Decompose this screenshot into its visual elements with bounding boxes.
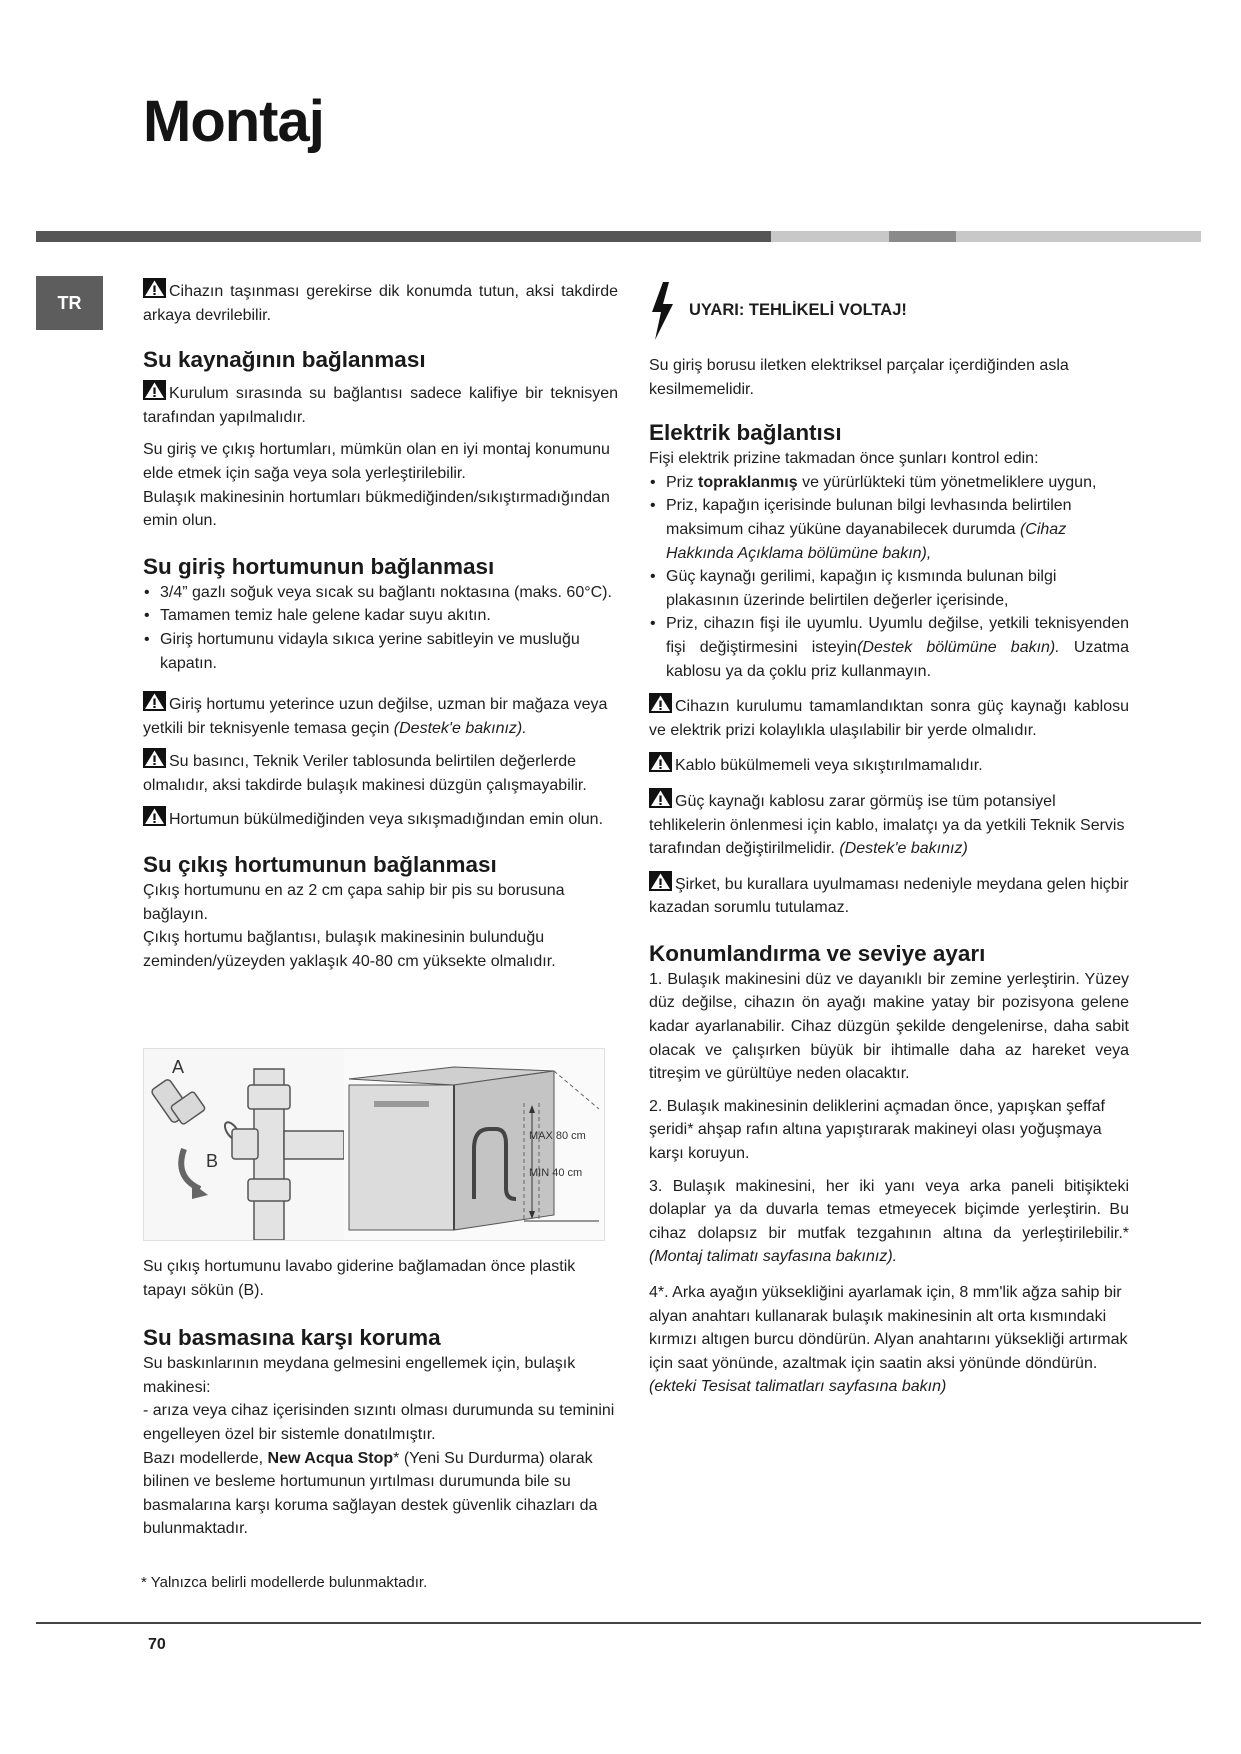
electrical-warning-1: Cihazın kurulumu tamamlandıktan sonra güç kaynağı kablosu ve elektrik prizi kolaylıkla ulaşılabilir bir yerde olmalıdır. [649, 693, 1129, 742]
warning-icon [649, 693, 672, 713]
warning-icon [649, 788, 672, 808]
label-b: B [206, 1151, 219, 1171]
inlet-hose-heading: Su giriş hortumunun bağlanması [143, 553, 495, 579]
lightning-bolt-icon [649, 282, 675, 340]
warning-icon [649, 871, 672, 891]
electrical-heading: Elektrik bağlantısı [649, 420, 842, 446]
electrical-warning-2: Kablo bükülmemeli veya sıkıştırılmamalıdır. [649, 752, 1129, 778]
outlet-hose-figure [143, 1048, 605, 1241]
max-height-label: MAX 80 cm [529, 1130, 586, 1142]
min-height-label: MIN 40 cm [529, 1167, 583, 1179]
header-bar-light-2 [956, 231, 1201, 242]
positioning-heading: Konumlandırma ve seviye ayarı [649, 940, 986, 966]
list-item: • 3/4” gazlı soğuk veya sıcak su bağlantı noktasına (maks. 60°C). [143, 581, 618, 605]
flood-protection-text-1: Su baskınlarının meydana gelmesini engellemek için, bulaşık makinesi: [143, 1355, 576, 1396]
electrical-intro: Fişi elektrik prizine takmadan önce şunları kontrol edin: [649, 450, 1039, 468]
outlet-hose-text-3: Su çıkış hortumunu lavabo giderine bağlamadan önce plastik tapayı sökün (B). [143, 1258, 576, 1299]
header-bar-dark [36, 231, 771, 242]
header-bar-light [771, 231, 889, 242]
outlet-hose-illustration [144, 1049, 604, 1240]
warning-icon [143, 380, 166, 400]
label-a: A [172, 1057, 185, 1077]
inlet-hose-list [143, 581, 618, 675]
left-column-lower [143, 1255, 618, 1541]
positioning-step-1: 1. Bulaşık makinesini düz ve dayanıklı bir zemine yerleştirin. Yüzey düz değilse, cihazın ön ayağı makine yatay bir pozisyona gelene kadar ayarlanabilir. Cihaz düzgün şekilde dengelenirse, daha sabit olacak ve çalışırken büyük bir ihtimalle daha az hareket veya titreşim ve gürültüye neden olacaktır. [649, 970, 1129, 1083]
voltage-warning-title: UYARI: TEHLİKELİ VOLTAJ! [689, 301, 907, 320]
language-tab: TR [36, 276, 103, 330]
electrical-checklist [649, 471, 1129, 683]
page-title: Montaj [143, 89, 324, 154]
outlet-hose-heading: Su çıkış hortumunun bağlanması [143, 852, 497, 878]
list-item: • Priz topraklanmış ve yürürlükteki tüm yönetmeliklere uygun, [649, 471, 1129, 495]
header-bar-mid [889, 231, 956, 242]
list-item: • Güç kaynağı gerilimi, kapağın iç kısmında bulunan bilgi plakasının üzerinde belirtilen değerler içerisinde, [649, 565, 1129, 612]
left-column [143, 278, 618, 973]
electrical-warning-3: Güç kaynağı kablosu zarar görmüş ise tüm potansiyel tehlikelerin önlenmesi için kablo, imalatçı ya da yetkili Teknik Servis tarafından değiştirilmelidir. (Destek'e bakınız) [649, 788, 1129, 861]
voltage-warning [649, 282, 1129, 340]
outlet-hose-text-1: Çıkış hortumunu en az 2 cm çapa sahip bir pis su borusuna bağlayın. [143, 882, 565, 923]
outlet-hose-text-2: Çıkış hortumu bağlantısı, bulaşık makinesinin bulunduğu zeminden/yüzeyden yaklaşık 40-80 cm yüksekte olmalıdır. [143, 929, 556, 970]
inlet-hose-warning-3: Hortumun bükülmediğinden veya sıkışmadığından emin olun. [143, 806, 618, 832]
warning-icon [143, 278, 166, 298]
list-item: • Giriş hortumunu vidayla sıkıca yerine sabitleyin ve musluğu kapatın. [143, 628, 618, 675]
dishwasher-drawing [344, 1049, 604, 1240]
electrical-warning-4: Şirket, bu kurallara uyulmaması nedeniyle meydana gelen hiçbir kazadan sorumlu tutulamaz. [649, 871, 1129, 920]
warning-icon [649, 752, 672, 772]
warning-icon [143, 691, 166, 711]
positioning-step-4: 4*. Arka ayağın yüksekliğini ayarlamak için, 8 mm'lik ağza sahip bir alyan anahtarı kullanarak bulaşık makinesinin alt orta kısmındaki kırmızı altıgen burcu döndürün. Alyan anahtarını yüksekliği artırmak için saat yönünde, azaltmak için saatin aksi yönünde döndürün. (ekteki Tesisat talimatları sayfasına bakın) [649, 1284, 1128, 1396]
footer-divider [36, 1622, 1201, 1624]
right-column [649, 282, 1129, 1399]
positioning-step-3: 3. Bulaşık makinesini, her iki yanı veya arka paneli bitişikteki dolaplar ya da duvarla temas etmeyecek biçimde yerleştirin. Bu cihaz dolapsız bir mutfak tezgahının altına da yerleştirilebilir.* (Montaj talimatı sayfasına bakınız). [649, 1177, 1129, 1266]
list-item: • Tamamen temiz hale gelene kadar suyu akıtın. [143, 604, 618, 628]
water-supply-text-2: Bulaşık makinesinin hortumları bükmediğinden/sıkıştırmadığından emin olun. [143, 488, 610, 530]
page-number: 70 [148, 1636, 166, 1653]
voltage-warning-text: Su giriş borusu iletken elektriksel parçalar içerdiğinden asla kesilmemelidir. [649, 357, 1069, 398]
water-supply-warning: Kurulum sırasında su bağlantısı sadece kalifiye bir teknisyen tarafından yapılmalıdır. [143, 380, 618, 429]
flood-protection-text-3: Bazı modellerde, New Acqua Stop* (Yeni Su Durdurma) olarak bilinen ve besleme hortumunun yırtılması durumunda bile su basmalarına karşı koruma sağlayan destek güvenlik cihazları da bulunmaktadır. [143, 1449, 598, 1538]
positioning-step-2: 2. Bulaşık makinesinin deliklerini açmadan önce, yapışkan şeffaf şeridi* ahşap rafın altına yapıştırarak makineyi olası yoğuşmaya karşı koruyun. [649, 1097, 1105, 1163]
list-item: • Priz, cihazın fişi ile uyumlu. Uyumlu değilse, yetkili teknisyenden fişi değiştirmesini isteyin(Destek bölümüne bakın). Uzatma kablosu ya da çoklu priz kullanmayın. [649, 612, 1129, 683]
flood-protection-heading: Su basmasına karşı koruma [143, 1325, 441, 1351]
list-item: • Priz, kapağın içerisinde bulunan bilgi levhasında belirtilen maksimum cihaz yüküne dayanabilecek durumda (Cihaz Hakkında Açıklama bölümüne bakın), [649, 494, 1129, 565]
water-supply-text-1: Su giriş ve çıkış hortumları, mümkün olan en iyi montaj konumunu elde etmek için sağa veya sola yerleştirilebilir. [143, 441, 610, 482]
water-supply-heading: Su kaynağının bağlanması [143, 347, 426, 373]
inlet-hose-warning-2: Su basıncı, Teknik Veriler tablosunda belirtilen değerlerde olmalıdır, aksi takdirde bulaşık makinesi düzgün çalışmayabilir. [143, 748, 618, 797]
flood-protection-text-2: - arıza veya cihaz içerisinden sızıntı olması durumunda su teminini engelleyen özel bir sistemle donatılmıştır. [143, 1402, 615, 1443]
warning-icon [143, 806, 166, 826]
intro-warning: Cihazın taşınması gerekirse dik konumda tutun, aksi takdirde arkaya devrilebilir. [143, 278, 618, 327]
footnote: * Yalnızca belirli modellerde bulunmaktadır. [141, 1574, 428, 1591]
inlet-hose-warning-1: Giriş hortumu yeterince uzun değilse, uzman bir mağaza veya yetkili bir teknisyenle temasa geçin (Destek'e bakınız). [143, 691, 618, 740]
warning-icon [143, 748, 166, 768]
